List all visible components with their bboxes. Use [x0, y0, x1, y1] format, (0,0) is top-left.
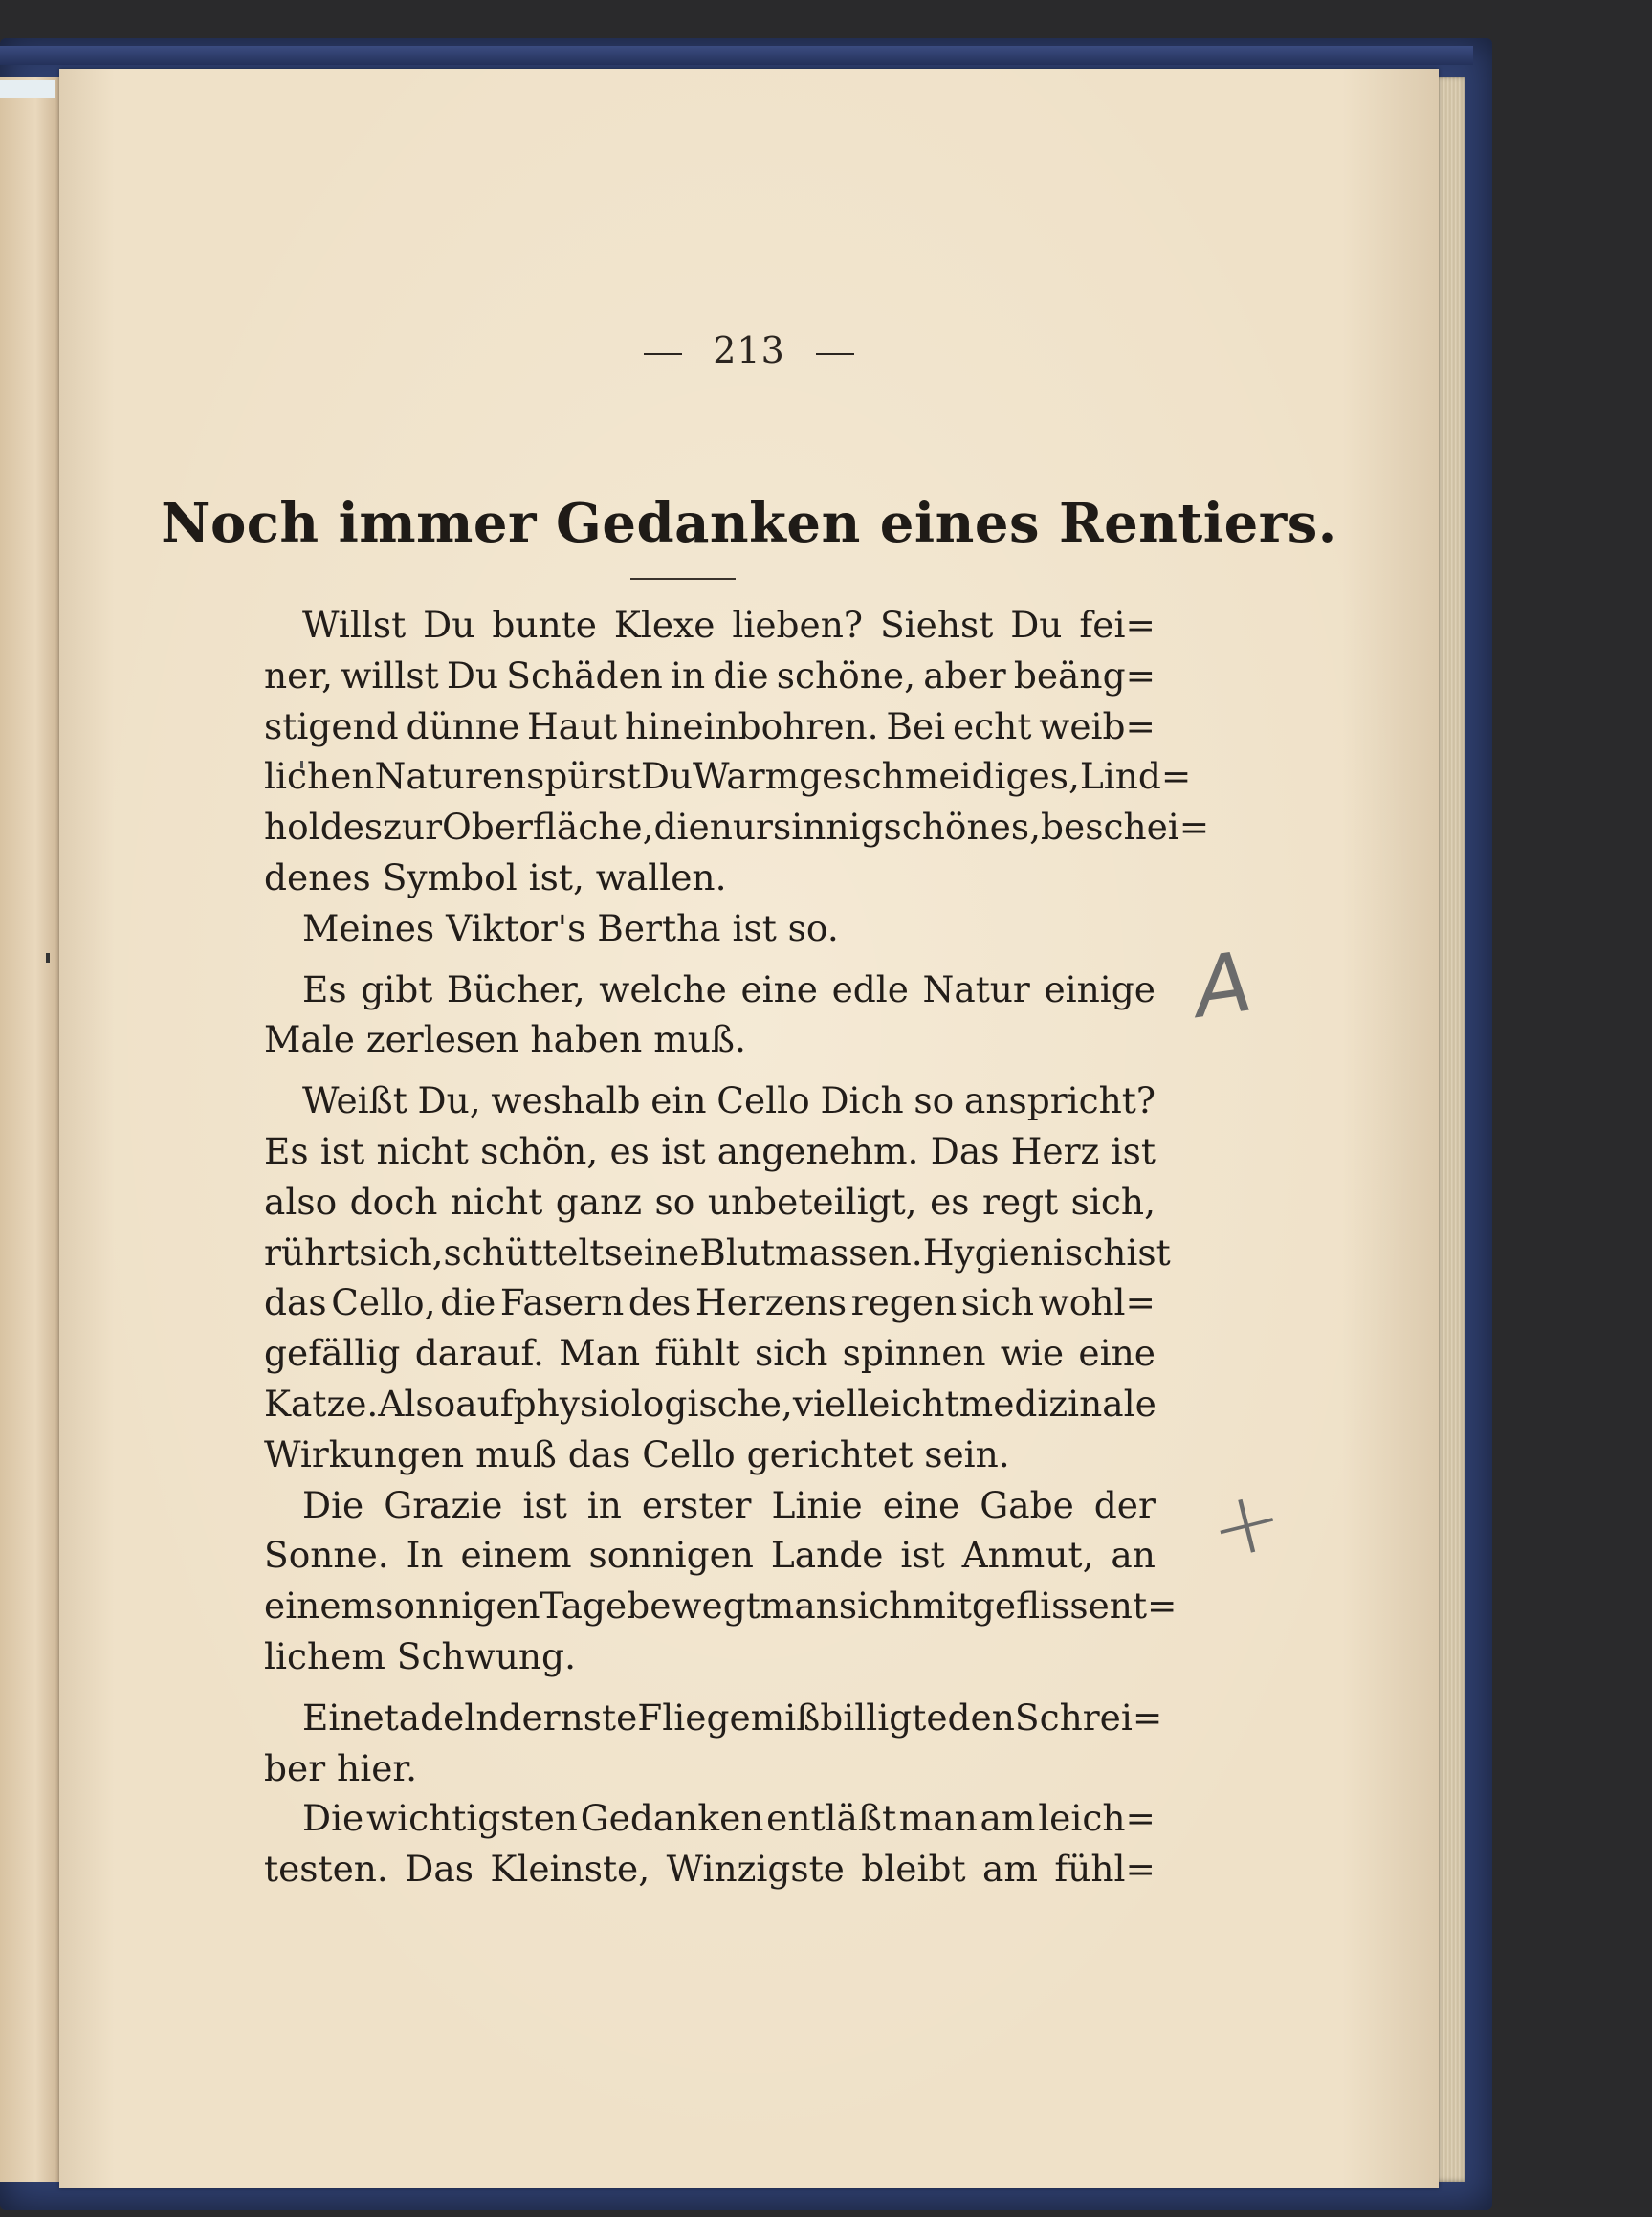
paragraph-gap: [264, 1065, 1156, 1075]
text-line: Sonne. In einem sonnigen Lande ist Anmut, an: [264, 1534, 1156, 1577]
book-page: [59, 69, 1439, 2188]
text-line: Weißt Du, weshalb ein Cello Dich so anspricht?: [302, 1079, 1156, 1122]
text-line: lichem Schwung.: [264, 1634, 576, 1677]
text-line: einem sonnigen Tage bewegt man sich mit geflissent=: [264, 1585, 1178, 1628]
text-line: Katze. Also auf physiologische, vielleicht medizinale: [264, 1382, 1156, 1425]
text-line: Willst Du bunte Klexe lieben? Siehst Du fei=: [302, 604, 1156, 646]
text-line: testen. Das Kleinste, Winzigste bleibt am fühl=: [264, 1848, 1156, 1891]
page-number-text: 213: [713, 329, 785, 371]
text-line: stigend dünne Haut hineinbohren. Bei echt weib=: [264, 704, 1156, 747]
text-line: rührt sich, schüttelt seine Blutmassen. Hygienisch ist: [264, 1230, 1171, 1274]
title-rule: [630, 578, 736, 580]
text-line: gefällig darauf. Man fühlt sich spinnen wie eine: [264, 1332, 1156, 1375]
dash-left: [644, 353, 682, 355]
paragraph-gap: [264, 1682, 1156, 1693]
text-line: ner, willst Du Schäden in die schöne, aber beäng=: [264, 654, 1156, 697]
text-line: also doch nicht ganz so unbeteiligt, es regt sich,: [264, 1180, 1156, 1223]
paragraph-gap: [264, 954, 1156, 964]
text-line: Eine tadelndernste Fliege mißbilligte den Schrei=: [302, 1696, 1163, 1739]
bookmark-strip: [0, 80, 55, 98]
left-page-mark: [46, 953, 50, 963]
text-line: Die Grazie ist in erster Linie eine Gabe der: [302, 1483, 1156, 1526]
previous-page-edge: [0, 77, 59, 2182]
text-line: das Cello, die Fasern des Herzens regen sich wohl=: [264, 1281, 1156, 1324]
text-line: ber hier.: [264, 1746, 418, 1789]
body-text: [264, 600, 1210, 1895]
page-number: [59, 329, 1439, 371]
text-line: holdes zur Oberfläche, die nur sinnigschönes, beschei=: [264, 806, 1210, 849]
text-line: Wirkungen muß das Cello gerichtet sein.: [264, 1432, 1010, 1475]
dash-right: [816, 353, 854, 355]
text-line: Die wichtigsten Gedanken entläßt man am leich=: [302, 1797, 1156, 1840]
margin-annotation-a: A: [1188, 934, 1258, 1037]
cover-top-edge: [0, 46, 1473, 65]
text-line: lichen Naturen spürst Du Warmgeschmeidiges, Lind=: [264, 755, 1192, 798]
text-line: Es gibt Bücher, welche eine edle Natur einige: [302, 967, 1156, 1010]
margin-annotation-cross: +: [1199, 1466, 1294, 1582]
text-line: Es ist nicht schön, es ist angenehm. Das Herz ist: [264, 1129, 1156, 1172]
chapter-title: Noch immer Gedanken eines Rentiers.: [161, 492, 1337, 555]
text-line: Male zerlesen haben muß.: [264, 1018, 746, 1061]
text-line: Meines Viktor's Bertha ist so.: [302, 906, 839, 949]
text-line: denes Symbol ist, wallen.: [264, 855, 727, 898]
